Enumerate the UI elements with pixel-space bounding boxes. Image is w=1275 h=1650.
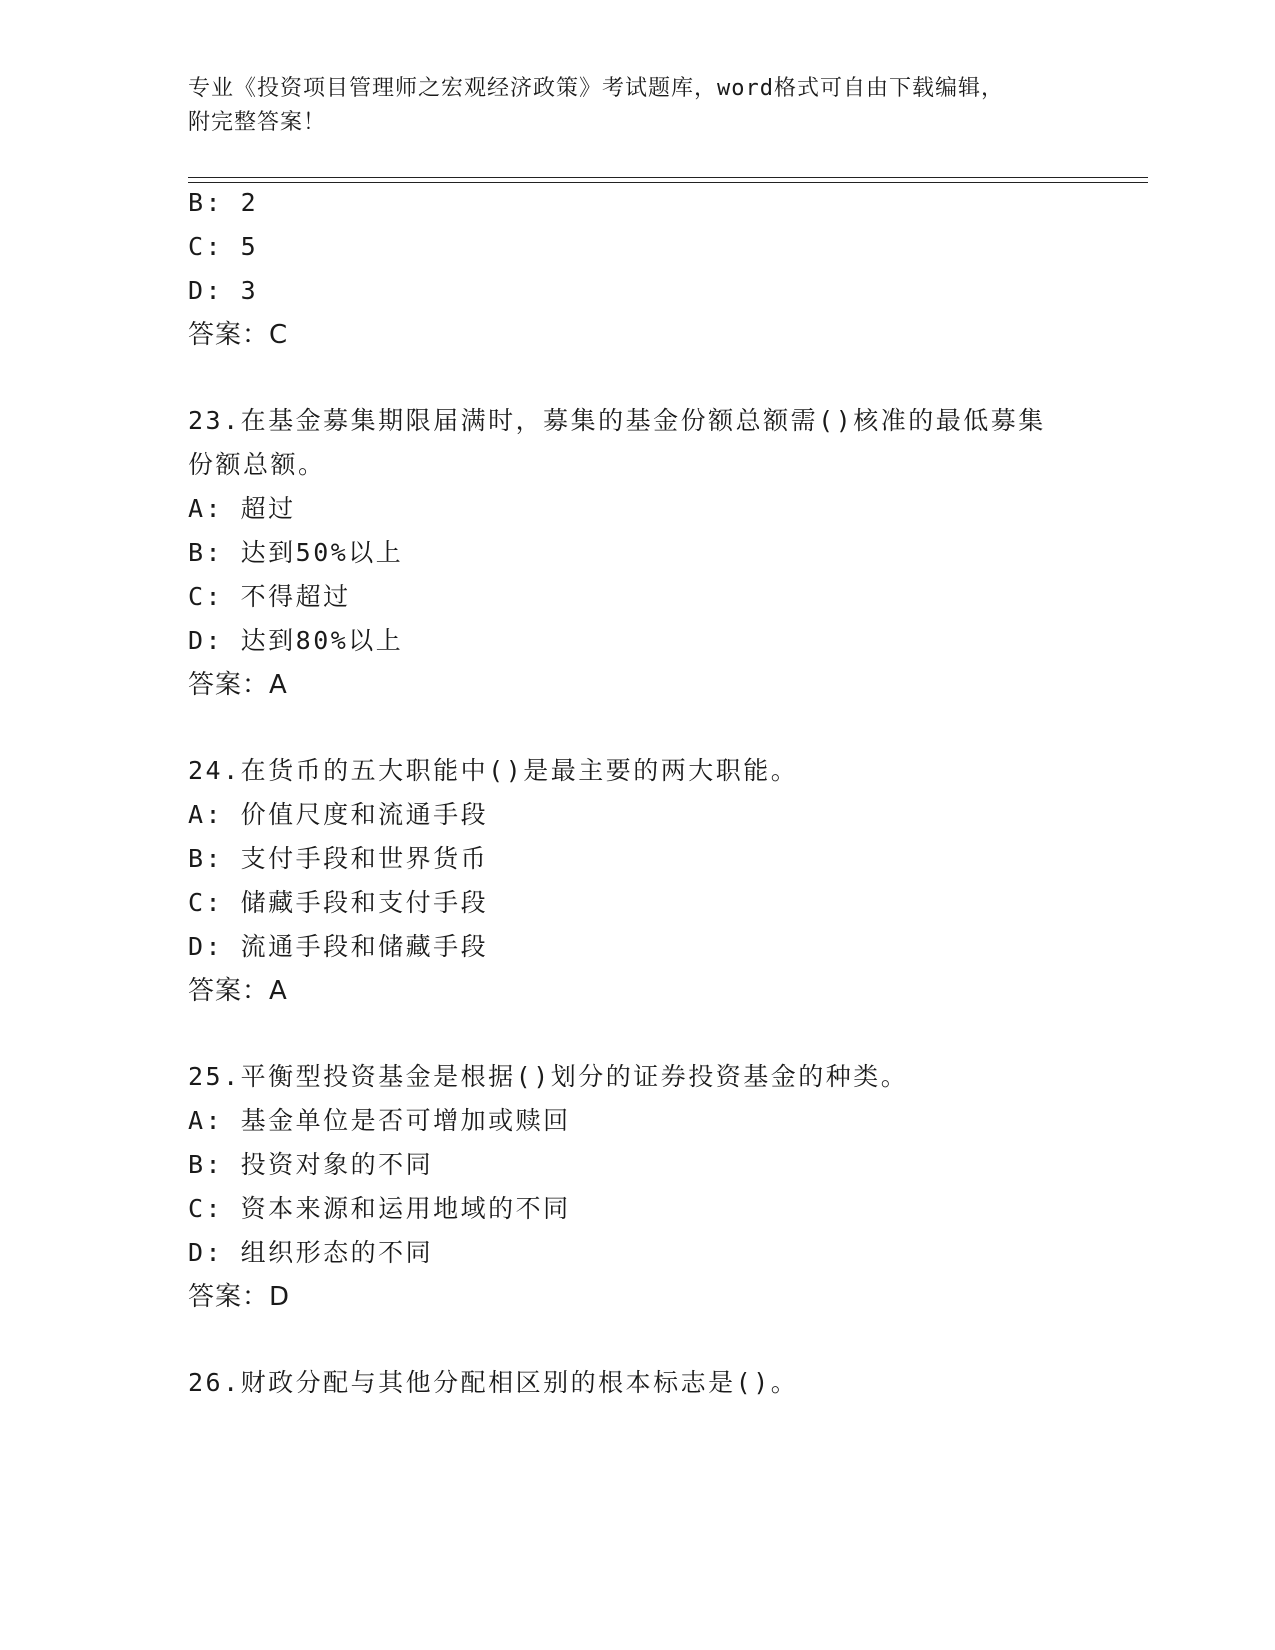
q23-option-a: A: 超过 <box>188 494 296 523</box>
header-line-2: 附完整答案！ <box>188 110 327 135</box>
q23-option-d: D: 达到80%以上 <box>188 626 404 655</box>
q25-option-d: D: 组织形态的不同 <box>188 1238 434 1267</box>
q24-stem-line-1: 24.在货币的五大职能中()是最主要的两大职能。 <box>188 756 799 785</box>
document-header <box>188 72 1088 140</box>
q25-answer: 答案：D <box>188 1282 291 1312</box>
q23-option-b: B: 达到50%以上 <box>188 538 404 567</box>
q23-answer: 答案：A <box>188 670 288 700</box>
q24-answer: 答案：A <box>188 976 288 1006</box>
q22-option-c: C: 5 <box>188 232 259 261</box>
header-divider-top <box>188 177 1148 178</box>
q24-option-a: A: 价值尺度和流通手段 <box>188 800 489 829</box>
q24-option-c: C: 储藏手段和支付手段 <box>188 888 489 917</box>
q23-stem-line-2: 份额总额。 <box>188 450 326 479</box>
q25-option-c: C: 资本来源和运用地域的不同 <box>188 1194 571 1223</box>
q25-option-b: B: 投资对象的不同 <box>188 1150 434 1179</box>
q25-option-a: A: 基金单位是否可增加或赎回 <box>188 1106 571 1135</box>
header-line-1: 专业《投资项目管理师之宏观经济政策》考试题库，word格式可自由下载编辑， <box>188 76 1004 101</box>
q22-answer: 答案：C <box>188 320 289 350</box>
q26-stem-line-1: 26.财政分配与其他分配相区别的根本标志是()。 <box>188 1368 799 1397</box>
q23-option-c: C: 不得超过 <box>188 582 351 611</box>
q23-stem-line-1: 23.在基金募集期限届满时，募集的基金份额总额需()核准的最低募集 <box>188 406 1046 435</box>
q22-option-b: B: 2 <box>188 188 259 217</box>
q24-option-b: B: 支付手段和世界货币 <box>188 844 489 873</box>
header-divider-bottom <box>188 182 1148 183</box>
q22-option-d: D: 3 <box>188 276 259 305</box>
q25-stem-line-1: 25.平衡型投资基金是根据()划分的证券投资基金的种类。 <box>188 1062 909 1091</box>
q24-option-d: D: 流通手段和储藏手段 <box>188 932 489 961</box>
